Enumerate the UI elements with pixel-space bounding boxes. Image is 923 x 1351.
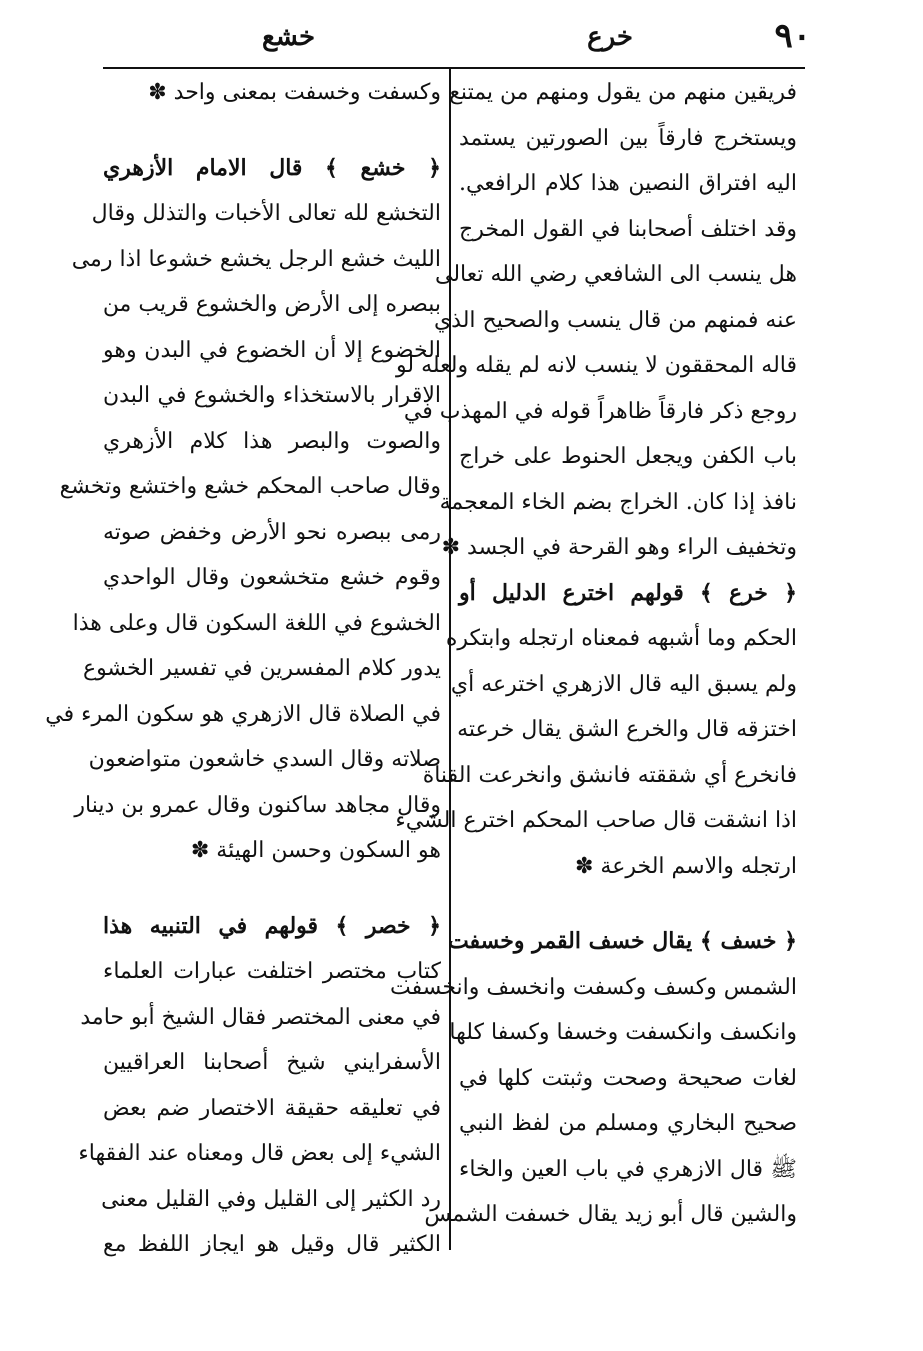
text-line: ارتجله والاسم الخرعة ✽ <box>575 853 797 879</box>
text-line: وقال مجاهد ساكنون وقال عمرو بن دينار <box>74 792 441 818</box>
text-line: اختزقه قال والخرع الشق يقال خرعته <box>457 717 797 742</box>
entry-khasara <box>78 904 441 1268</box>
text-line: ﷺ قال الازهري في باب العين والخاء <box>459 1156 797 1182</box>
text-line: رمى ببصره نحو الأرض وخفض صوته <box>103 519 441 545</box>
paragraph-khasafa-end <box>103 70 441 116</box>
text-line: كتاب مختصر اختلفت عبارات العلماء <box>103 959 441 984</box>
page-number: ٩٠ <box>774 16 811 56</box>
text-line: هل ينسب الى الشافعي رضي الله تعالى <box>435 262 797 287</box>
page-header <box>0 14 923 64</box>
text-line: وقد اختلف أصحابنا في القول المخرج <box>459 216 797 242</box>
text-line: فريقين منهم من يقول ومنهم من يمتنع <box>449 80 797 105</box>
text-line: صحيح البخاري ومسلم من لفظ النبي <box>459 1111 797 1136</box>
text-line: روجع ذكر فارقاً ظاهراً قوله في المهذب في <box>403 398 797 424</box>
entry-khara <box>395 571 797 890</box>
text-line: هو السكون وحسن الهيئة ✽ <box>190 838 441 863</box>
text-line: الشمس وكسف وكسفت وانخسف وانخسفت <box>389 974 797 1000</box>
entry-gap <box>459 889 797 919</box>
running-head-left: خشع <box>262 22 316 52</box>
headword-line: ﴿ خشع ﴾ قال الامام الأزهري <box>103 154 441 181</box>
text-line: لغات صحيحة وصحت وثبتت كلها في <box>459 1065 797 1091</box>
headword-line: ﴿ خرع ﴾ قولهم اخترع الدليل أو <box>459 579 797 606</box>
text-line: اذا انشقت قال صاحب المحكم اخترع الشيء <box>395 808 797 833</box>
text-line: الخضوع إلا أن الخضوع في البدن وهو <box>103 337 441 363</box>
header-rule <box>103 67 805 69</box>
text-line: صلاته وقال السدي خاشعون متواضعون <box>88 747 441 772</box>
text-line: والشين قال أبو زيد يقال خسفت الشمس <box>424 1202 797 1227</box>
text-line: يدور كلام المفسرين في تفسير الخشوع <box>82 656 441 681</box>
text-line: الشيء إلى بعض قال ومعناه عند الفقهاء <box>78 1141 441 1166</box>
text-line: وقوم خشع متخشعون وقال الواحدي <box>103 565 441 590</box>
entry-gap <box>103 116 441 146</box>
text-line: ويستخرج فارقاً بين الصورتين يستمد <box>459 125 797 151</box>
text-line: ببصره إلى الأرض والخشوع قريب من <box>102 292 441 317</box>
text-line: اليه افتراق النصين هذا كلام الرافعي. <box>459 171 797 196</box>
entry-khasafa <box>389 919 797 1238</box>
text-line: نافذ إذا كان. الخراج بضم الخاء المعجمة <box>439 489 797 515</box>
text-line: عنه فمنهم من قال ينسب والصحيح الذي <box>433 307 797 333</box>
text-line: الكثير قال وقيل هو ايجاز اللفظ مع <box>103 1232 441 1257</box>
left-column <box>45 70 441 1268</box>
text-line: الخشوع في اللغة السكون قال وعلى هذا <box>72 610 441 636</box>
text-line: وكسفت وخسفت بمعنى واحد ✽ <box>148 80 441 105</box>
text-line: باب الكفن ويجعل الحنوط على خراج <box>459 444 797 469</box>
text-line: وانكسف وانكسفت وخسفا وكسفا كلها <box>449 1020 797 1045</box>
text-line: الاقرار بالاستخذاء والخشوع في البدن <box>103 383 441 408</box>
headword-line: ﴿ خصر ﴾ قولهم في التنبيه هذا <box>103 912 441 939</box>
entry-khasha <box>45 146 441 874</box>
text-line: في تعليقه حقيقة الاختصار ضم بعض <box>103 1095 441 1121</box>
text-line: ولم يسبق اليه قال الازهري اخترعه أي <box>450 671 797 697</box>
text-line: الليث خشع الرجل يخشع خشوعا اذا رمى <box>71 246 441 272</box>
headword-line: ﴿ خسف ﴾ يقال خسف القمر وخسفت <box>447 928 797 954</box>
text-line: الحكم وما أشبهه فمعناه ارتجله وابتكره <box>445 626 797 651</box>
text-line: وتخفيف الراء وهو القرحة في الجسد ✽ <box>441 535 797 560</box>
text-line: التخشع لله تعالى الأخبات والتذلل وقال <box>91 201 441 226</box>
text-line: في معنى المختصر فقال الشيخ أبو حامد <box>80 1004 441 1030</box>
text-line: فانخرع أي شققته فانشق وانخرعت القناة <box>422 762 797 788</box>
text-line: والصوت والبصر هذا كلام الأزهري <box>103 428 441 454</box>
text-line: رد الكثير إلى القليل وفي القليل معنى <box>101 1186 441 1212</box>
text-line: في الصلاة قال الازهري هو سكون المرء في <box>45 701 441 727</box>
text-line: الأسفرايني شيخ أصحابنا العراقيين <box>103 1050 441 1075</box>
entry-gap <box>103 874 441 904</box>
running-head-right: خرع <box>587 22 633 52</box>
text-line: قاله المحققون لا ينسب لانه لم يقله ولعله لو <box>396 353 797 378</box>
right-column <box>389 70 797 1238</box>
paragraph-kharaj-end <box>396 70 797 571</box>
text-line: وقال صاحب المحكم خشع واختشع وتخشع <box>59 474 441 499</box>
